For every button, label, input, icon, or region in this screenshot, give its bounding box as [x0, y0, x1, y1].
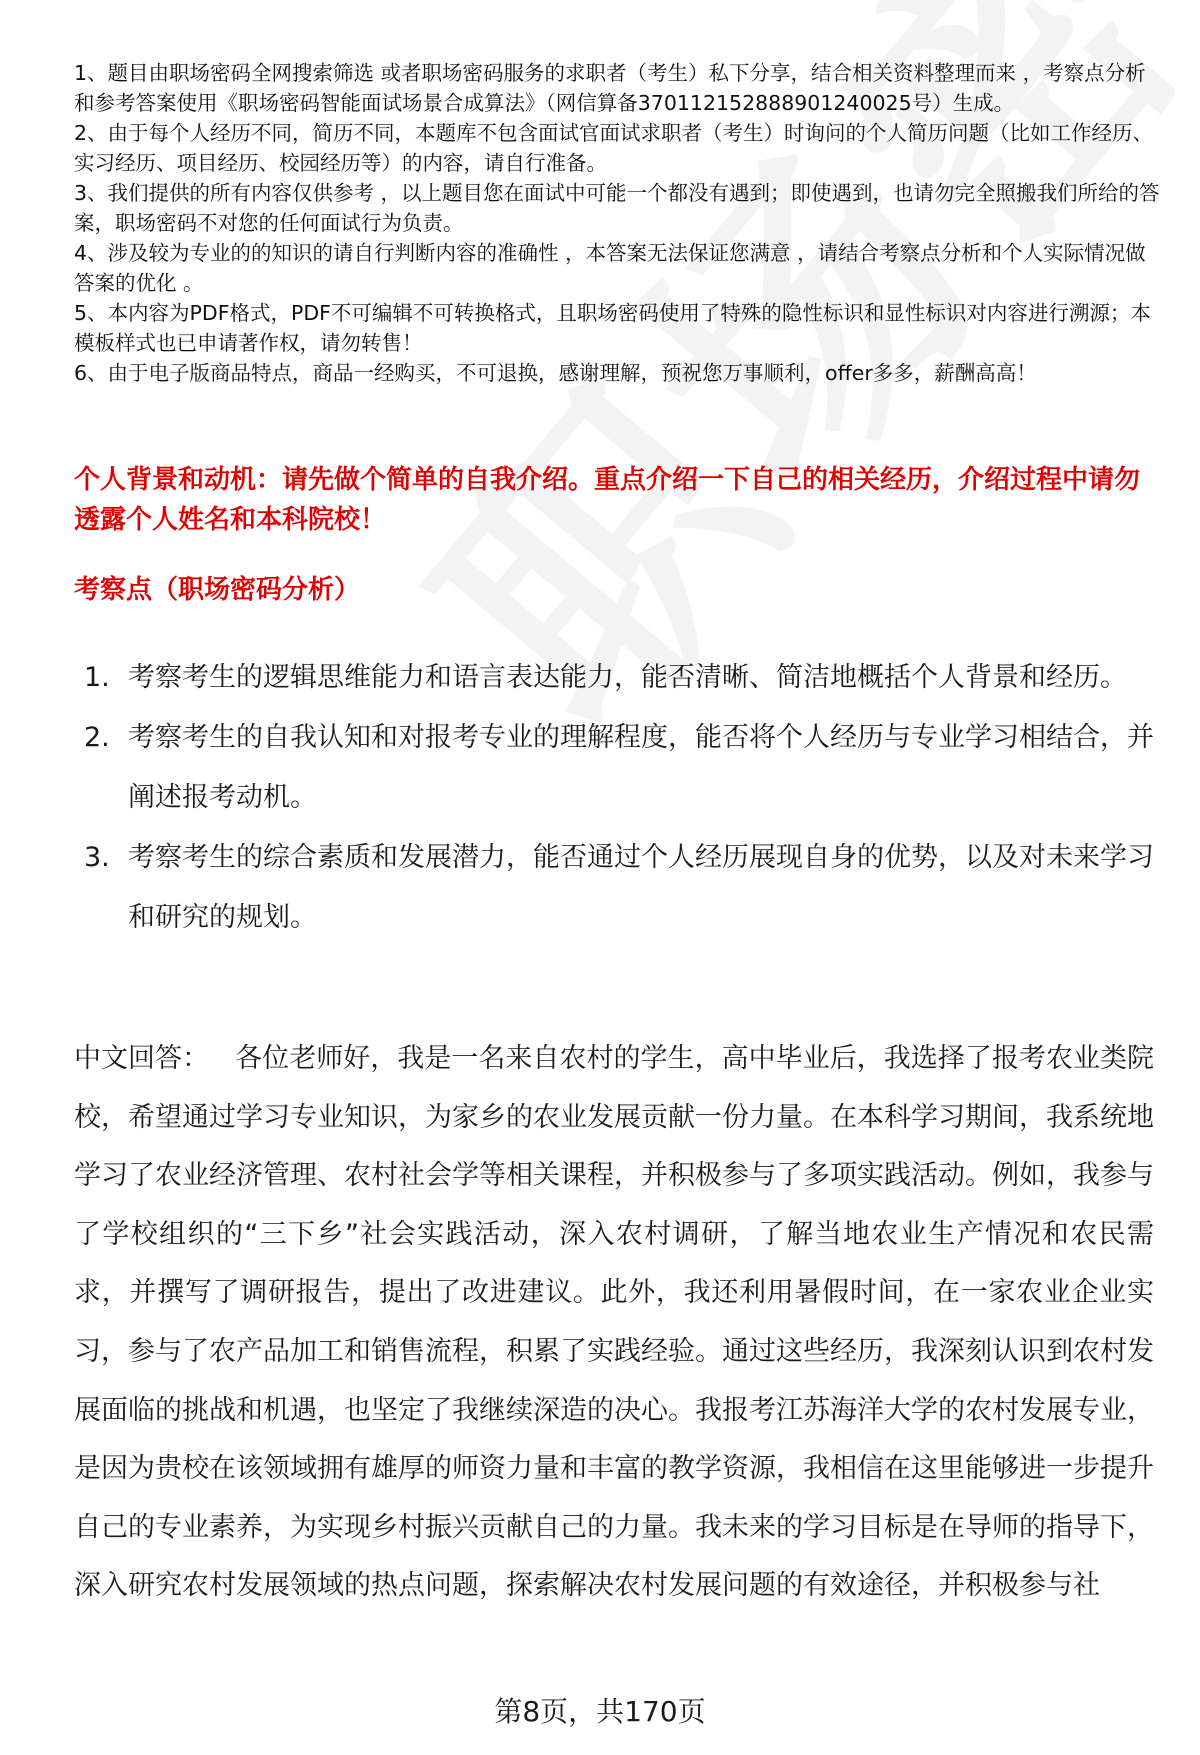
answer-paragraph [74, 1030, 1154, 1616]
notice-item: 6、由于电子版商品特点，商品一经购买，不可退换，感谢理解，预祝您万事顺利，offer多多，薪酬高高！ [74, 361, 1037, 385]
point-number: 3. [84, 842, 110, 873]
question-heading: 个人背景和动机：请先做个简单的自我介绍。重点介绍一下自己的相关经历，介绍过程中请勿透露个人姓名和本科院校！ [74, 465, 1141, 535]
answer-text: 各位老师好，我是一名来自农村的学生，高中毕业后，我选择了报考农业类院校，希望通过学习专业知识，为家乡的农业发展贡献一份力量。在本科学习期间，我系统地学习了农业经济管理、农村社会学等相关课程，并积极参与了多项实践活动。例如，我参与了学校组织的“三下乡”社会实践活动，深入农村调研，了解当地农业生产情况和农民需求，并撰写了调研报告，提出了改进建议。此外，我还利用暑假时间，在一家农业企业实习，参与了农产品加工和销售流程，积累了实践经验。通过这些经历，我深刻认识到农村发展面临的挑战和机遇，也坚定了我继续深造的决心。我报考江苏海洋大学的农村发展专业，是因为贵校在该领域拥有雄厚的师资力量和丰富的教学资源，我相信在这里能够进一步提升自己的专业素养，为实现乡村振兴贡献自己的力量。我未来的学习目标是在导师的指导下，深入研究农村发展领域的热点问题，探索解决农村发展问题的有效途径，并积极参与社 [74, 1043, 1155, 1602]
point-text: 考察考生的逻辑思维能力和语言表达能力，能否清晰、简洁地概括个人背景和经历。 [128, 662, 1127, 693]
points-title: 考察点（职场密码分析） [74, 575, 361, 605]
point-item [74, 828, 1154, 948]
point-text: 考察考生的综合素质和发展潜力，能否通过个人经历展现自身的优势，以及对未来学习和研究的规划。 [128, 842, 1154, 933]
notice-item: 1、题目由职场密码全网搜索筛选 或者职场密码服务的求职者（考生）私下分享，结合相关资料整理而来 ，考察点分析和参考答案使用《职场密码智能面试场景合成算法》（网信算备370112152888901240025号）生成。 [74, 61, 1146, 115]
points-list [74, 648, 1154, 948]
notice-section [74, 58, 1164, 388]
point-item [74, 708, 1154, 828]
answer-lead: 中文回答： [74, 1043, 210, 1074]
notice-item: 5、本内容为PDF格式，PDF不可编辑不可转换格式，且职场密码使用了特殊的隐性标识和显性标识对内容进行溯源；本模板样式也已申请著作权，请勿转售！ [74, 301, 1151, 355]
notice-item: 3、我们提供的所有内容仅供参考 ，以上题目您在面试中可能一个都没有遇到；即使遇到，也请勿完全照搬我们所给的答案，职场密码不对您的任何面试行为负责。 [74, 181, 1160, 235]
point-text: 考察考生的自我认知和对报考专业的理解程度，能否将个人经历与专业学习相结合，并阐述报考动机。 [128, 722, 1154, 813]
notice-item: 4、涉及较为专业的的知识的请自行判断内容的准确性 ，本答案无法保证您满意 ，请结合考察点分析和个人实际情况做答案的优化 。 [74, 241, 1146, 295]
point-number: 2. [84, 722, 110, 753]
point-item [74, 648, 1154, 708]
page-footer: 第8页，共170页 [494, 1695, 706, 1728]
notice-item: 2、由于每个人经历不同，简历不同，本题库不包含面试官面试求职者（考生）时询问的个人简历问题（比如工作经历、实习经历、项目经历、校园经历等）的内容，请自行准备。 [74, 121, 1154, 175]
point-number: 1. [84, 662, 110, 693]
